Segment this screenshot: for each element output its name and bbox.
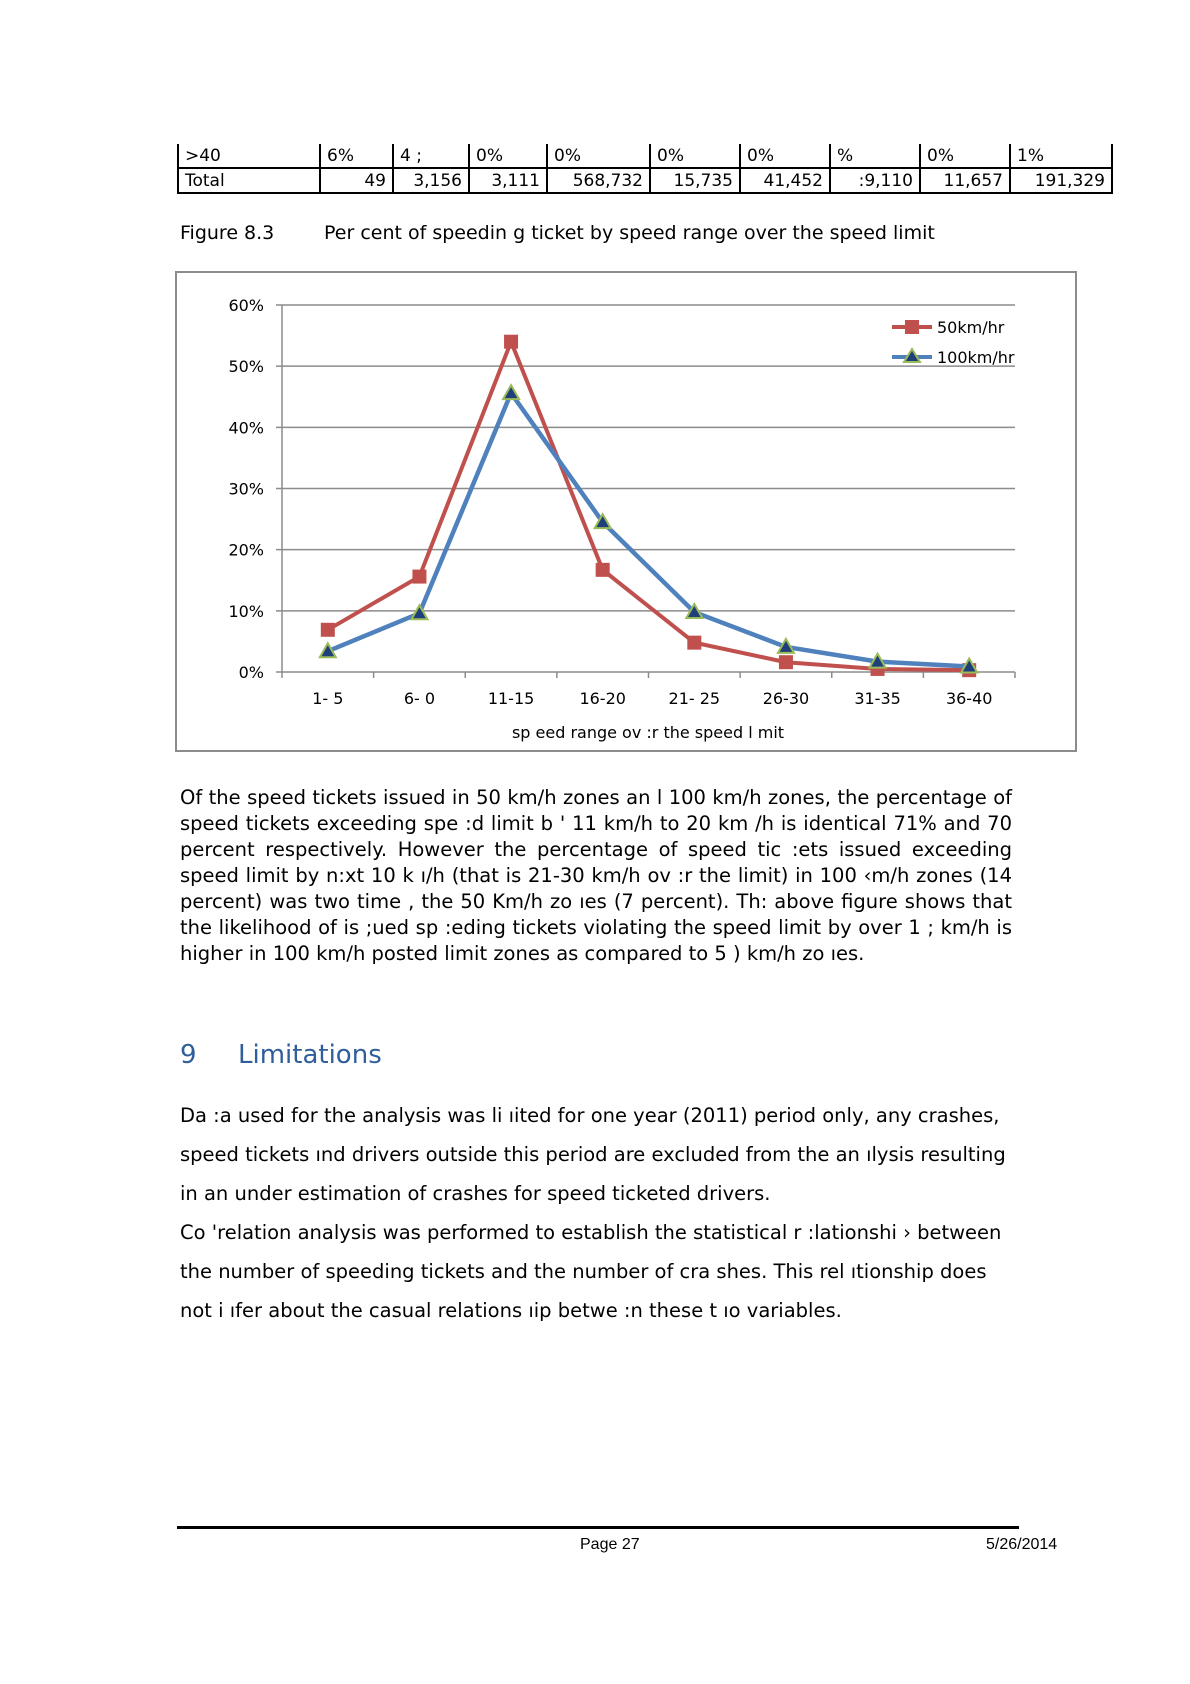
body-paragraph: Co 'relation analysis was performed to establish the statistical r :lationshi › between the number of speeding tickets and the number of cra shes. This rel ıtionship does not i ıfer about the casual relations ıip betwe :n these t ıo variables. [180,1221,1002,1322]
x-tick-label: 26-30 [762,689,810,708]
x-axis-title: sp eed range ov :r the speed l mit [511,723,785,742]
table-cell: 11,657 [920,168,1010,193]
table-cell: 49 [320,168,393,193]
table-cell: 15,735 [650,168,740,193]
x-tick-label: 1- 5 [312,689,344,708]
y-tick-label: 50% [228,357,264,377]
row-label: >40 [178,144,320,168]
table-cell: 3,111 [469,168,547,193]
square-marker-icon [687,636,701,650]
page-number: Page 27 [580,1536,640,1553]
y-tick-label: 10% [228,601,264,621]
body-paragraph: Da :a used for the analysis was li ıited for one year (2011) period only, any crashes, speed tickets ınd drivers outside this period are excluded from the an ılysis resulting in an under estimation of crashes for speed ticketed drivers. [180,1104,1006,1205]
square-marker-icon [321,623,335,637]
line-chart [0,0,1190,780]
series-line [328,342,969,670]
chart-legend [892,318,1015,367]
square-marker-icon [779,655,793,669]
y-axis-ticks [228,296,264,682]
x-axis [282,672,1015,708]
x-tick-label: 31-35 [854,689,901,708]
table-cell: 191,329 [1010,168,1112,193]
table-cell: 41,452 [740,168,830,193]
table-cell: 3,156 [393,168,469,193]
table-cell: 6% [320,144,393,168]
figure-label: Figure 8.3 [180,222,275,244]
x-tick-label: 6- 0 [403,689,436,708]
triangle-marker-icon [411,605,427,619]
footer-rule [177,1526,1019,1529]
figure-title: Per cent of speedin g ticket by speed range over the speed limit [324,222,935,244]
legend-label: 100km/hr [937,348,1015,367]
table-cell: 0% [547,144,650,168]
data-series [320,335,977,677]
square-marker-icon [412,570,426,584]
series-50km-hr [321,335,976,677]
y-tick-label: 40% [228,418,264,438]
y-tick-label: 20% [228,540,264,560]
triangle-marker-icon [503,385,519,399]
section-heading [180,1040,382,1070]
row-label: Total [178,168,320,193]
section-title: Limitations [238,1040,382,1070]
limitations-text [180,1096,1010,1330]
x-tick-label: 11-15 [487,689,535,708]
series-line [328,393,969,666]
section-number: 9 [180,1040,197,1070]
table-cell: 1% [1010,144,1112,168]
table-cell: 4 ; [393,144,469,168]
table-cell: 0% [650,144,740,168]
table-cell: :9,110 [830,168,920,193]
x-tick-label: 16-20 [579,689,626,708]
x-tick-label: 36-40 [945,689,993,708]
table-cell: 568,732 [547,168,650,193]
x-tick-label: 21- 25 [668,689,721,708]
square-marker-icon [504,335,518,349]
y-tick-label: 30% [228,479,264,499]
footer-date: 5/26/2014 [986,1536,1058,1553]
series-100km-hr [320,385,977,672]
table-cell: % [830,144,920,168]
legend-label: 50km/hr [937,318,1005,337]
y-tick-label: 0% [238,663,264,682]
body-paragraph: Of the speed tickets issued in 50 km/h zones an l 100 km/h zones, the percentage of speed tickets exceeding spe :d limit b ' 11 km/h to 20 km /h is identical 71% and 70 percent respectively. However the percentage of speed tic :ets issued exceeding speed limit by n:xt 10 k ı/h (that is 21-30 km/h ov :r the limit) in 100 ‹m/h zones (14 percent) was two time , the 50 Km/h zo ıes (7 percent). Th: above figure shows that the likelihood of is ;ued sp :eding tickets violating the speed limit by over 1 ; km/h is higher in 100 km/h posted limit zones as compared to 5 ) km/h zo ıes. [180,786,1012,965]
table-cell: 0% [469,144,547,168]
square-marker-icon [596,563,610,577]
table-cell: 0% [920,144,1010,168]
square-marker-icon [905,320,919,334]
table-cell: 0% [740,144,830,168]
y-tick-label: 60% [228,296,264,315]
